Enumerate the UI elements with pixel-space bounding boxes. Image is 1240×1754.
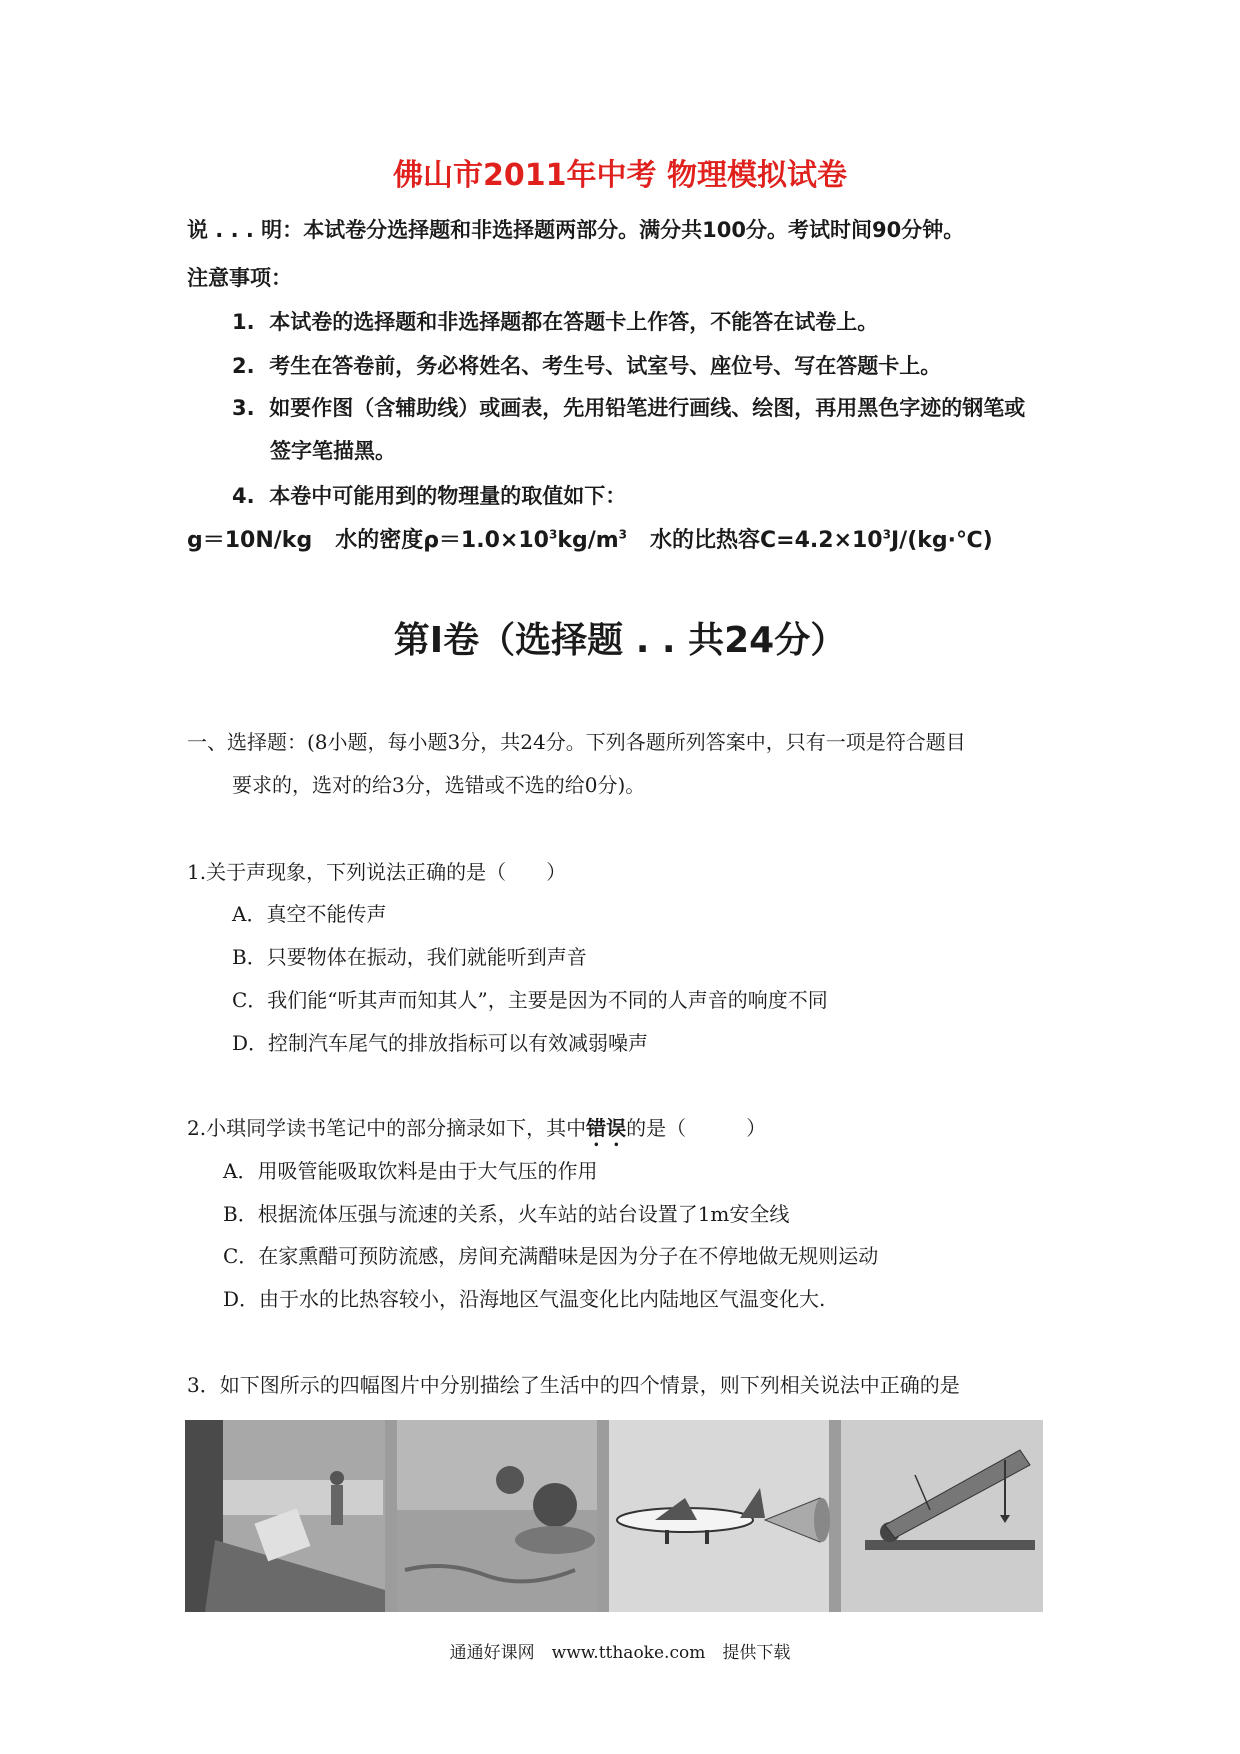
question-1-option-a: A．真空不能传声 [232, 902, 387, 926]
notes-heading: 注意事项： [187, 266, 292, 290]
page-title: 佛山市2011年中考 物理模拟试卷 [393, 158, 847, 193]
note-2: 2. 考生在答卷前，务必将姓名、考生号、试室号、座位号、写在答题卡上。 [232, 354, 942, 378]
water-specific-heat: 水的比热容$C=4.2\times 10^3J/(kg\cdot℃)$ [650, 527, 993, 553]
footer-source: 通通好课网 www.tthaoke.com 提供下载 [449, 1643, 791, 1663]
ramp-scene-image [185, 1420, 385, 1612]
question-3-stem: 3．如下图所示的四幅图片中分别描绘了生活中的四个情景，则下列相关说法中正确的是 [187, 1373, 960, 1397]
gravity-constant: g＝10N/kg [187, 528, 313, 553]
question-1-option-c: C．我们能“听其声而知其人”，主要是因为不同的人声音的响度不同 [232, 988, 828, 1012]
note-1: 1. 本试卷的选择题和非选择题都在答题卡上作答，不能答在试卷上。 [232, 310, 879, 334]
water-density: 水的密度$\rho=1.0\times 10^3kg/m^3$ [335, 527, 628, 553]
part1-instructions-line1: 一、选择题：(8小题，每小题3分，共24分。下列各题所列答案中，只有一项是符合题目 [187, 730, 966, 754]
question-2-option-c: C．在家熏醋可预防流感，房间充满醋味是因为分子在不停地做无规则运动 [223, 1244, 879, 1268]
note-3: 3. 如要作图（含辅助线）或画表，先用铅笔进行画线、绘图，再用黑色字迹的钢笔或 [232, 396, 1026, 420]
physical-constants [187, 523, 993, 554]
question-2-option-a: A．用吸管能吸取饮料是由于大气压的作用 [223, 1159, 598, 1183]
note-4: 4. 本卷中可能用到的物理量的取值如下： [232, 484, 627, 508]
question-2-option-d: D．由于水的比热容较小，沿海地区气温变化比内陆地区气温变化大. [223, 1287, 826, 1311]
section-title: 第Ⅰ卷（选择题 . . 共24分） [393, 620, 847, 661]
note-3-continued: 签字笔描黑。 [270, 439, 396, 463]
question-2-option-b: B．根据流体压强与流速的关系，火车站的站台设置了1m安全线 [223, 1202, 790, 1226]
question-2-stem: 2.小琪同学读书笔记中的部分摘录如下，其中错误的是（ ） [187, 1116, 767, 1140]
part1-instructions-line2: 要求的，选对的给3分，选错或不选的给0分)。 [232, 773, 646, 797]
question-1-stem: 1.关于声现象，下列说法正确的是（ ） [187, 860, 567, 884]
airplane-parachute-scene-image [609, 1420, 830, 1612]
emphasized-word: 错误 [586, 1116, 627, 1140]
explanation-label: 说 . . . 明： [187, 218, 304, 242]
question-3-photo-strip [185, 1420, 1043, 1612]
question-1-option-b: B．只要物体在振动，我们就能听到声音 [232, 945, 587, 969]
explanation [187, 214, 964, 244]
question-1-option-d: D．控制汽车尾气的排放指标可以有效减弱噪声 [232, 1031, 649, 1055]
lever-scene-image [841, 1420, 1043, 1612]
explanation-text: 本试卷分选择题和非选择题两部分。满分共100分。考试时间90分钟。 [303, 218, 965, 242]
swimming-scene-image [397, 1420, 597, 1612]
